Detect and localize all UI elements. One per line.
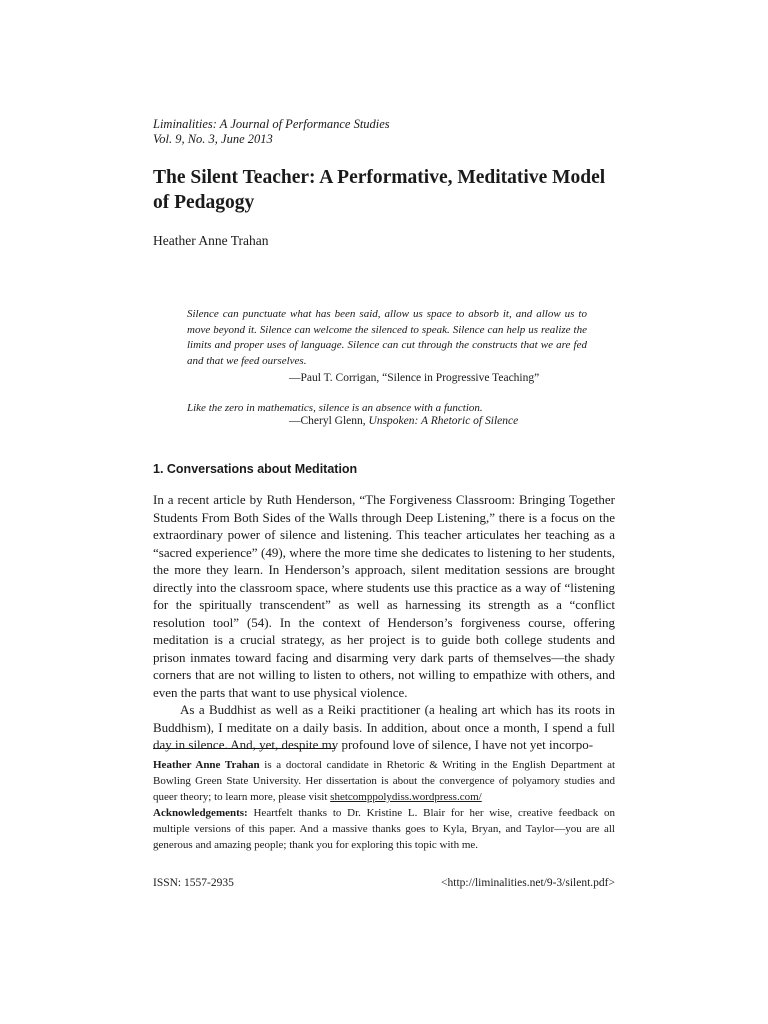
pdf-url-footer: <http://liminalities.net/9-3/silent.pdf>: [441, 877, 615, 889]
epigraph-quote: Like the zero in mathematics, silence is an absence with a function.: [187, 402, 483, 414]
acknowledgements: [153, 805, 615, 853]
body-paragraph: In a recent article by Ruth Henderson, “The Forgiveness Classroom: Bringing Together Students From Both Sides of the Walls through Deep Listening,” there is a focus on the extraordinary power of silence and listening. This teacher articulates her teaching as a “sacred experience” (49), where the more time she dedicates to listening to her students, the more they learn. In Henderson’s approach, silent meditation sessions are brought directly into the classroom space, where students use this practice as a way of “listening for the spiritually transcendent” as well as harnessing its strength as a “conflict resolution tool” (54). In the context of Henderson’s forgiveness course, offering meditation is a crucial strategy, as her project is to guide both college students and prison inmates toward facing and disarming very dark parts of themselves—the shady corners that are not willing to listen to others, not willing to empathize with others, and even the parts that want to use physical violence.: [153, 492, 615, 700]
epigraph-attribution: —Paul T. Corrigan, “Silence in Progressive Teaching”: [289, 372, 540, 384]
journal-header: [153, 117, 390, 147]
dissertation-link[interactable]: shetcomppolydiss.wordpress.com/: [330, 791, 482, 803]
journal-name: Liminalities: A Journal of Performance Studies: [153, 117, 390, 131]
bio-author-name: Heather Anne Trahan: [153, 759, 260, 771]
epigraph-attribution: [289, 414, 518, 429]
epigraph-quote: Silence can punctuate what has been said, allow us space to absorb it, and allow us to move beyond it. Silence can welcome the silenced to speak. Silence can help us realize the limits and proper uses of language. Silence can cut through the constructs that we are fed and that we feed ourselves.: [187, 308, 587, 367]
author-footnote: [153, 757, 615, 853]
footnote-divider: [153, 748, 335, 749]
acknowledgements-text: Heartfelt thanks to Dr. Kristine L. Blair for her wise, creative feedback on multiple versions of this paper. And a massive thanks goes to Kyla, Bryan, and Taylor—you are all generous and amazing people; thank you for exploring this topic with me.: [153, 807, 615, 851]
article-author: Heather Anne Trahan: [153, 233, 269, 248]
attribution-work-title: Unspoken: A Rhetoric of Silence: [368, 415, 519, 427]
issn-footer: ISSN: 1557-2935: [153, 877, 234, 889]
body-paragraph: As a Buddhist as well as a Reiki practitioner (a healing art which has its roots in Buddhism), I meditate on a daily basis. In addition, about once a month, I spend a full day in silence. And, yet, despite my profound love of silence, I have not yet incorpo-: [153, 702, 615, 752]
body-text: [153, 491, 615, 754]
section-heading: 1. Conversations about Meditation: [153, 462, 358, 476]
article-title: The Silent Teacher: A Performative, Meditative Model of Pedagogy: [153, 167, 606, 213]
acknowledgements-label: Acknowledgements:: [153, 807, 248, 819]
author-bio: [153, 757, 615, 805]
bio-text: is a doctoral candidate in Rhetoric & Writing in the English Department at Bowling Green State University. Her dissertation is about the convergence of polyamory studies and queer theory; to learn more, please visit: [153, 759, 616, 803]
journal-issue: Vol. 9, No. 3, June 2013: [153, 132, 273, 146]
attribution-author: —Cheryl Glenn,: [289, 415, 369, 427]
